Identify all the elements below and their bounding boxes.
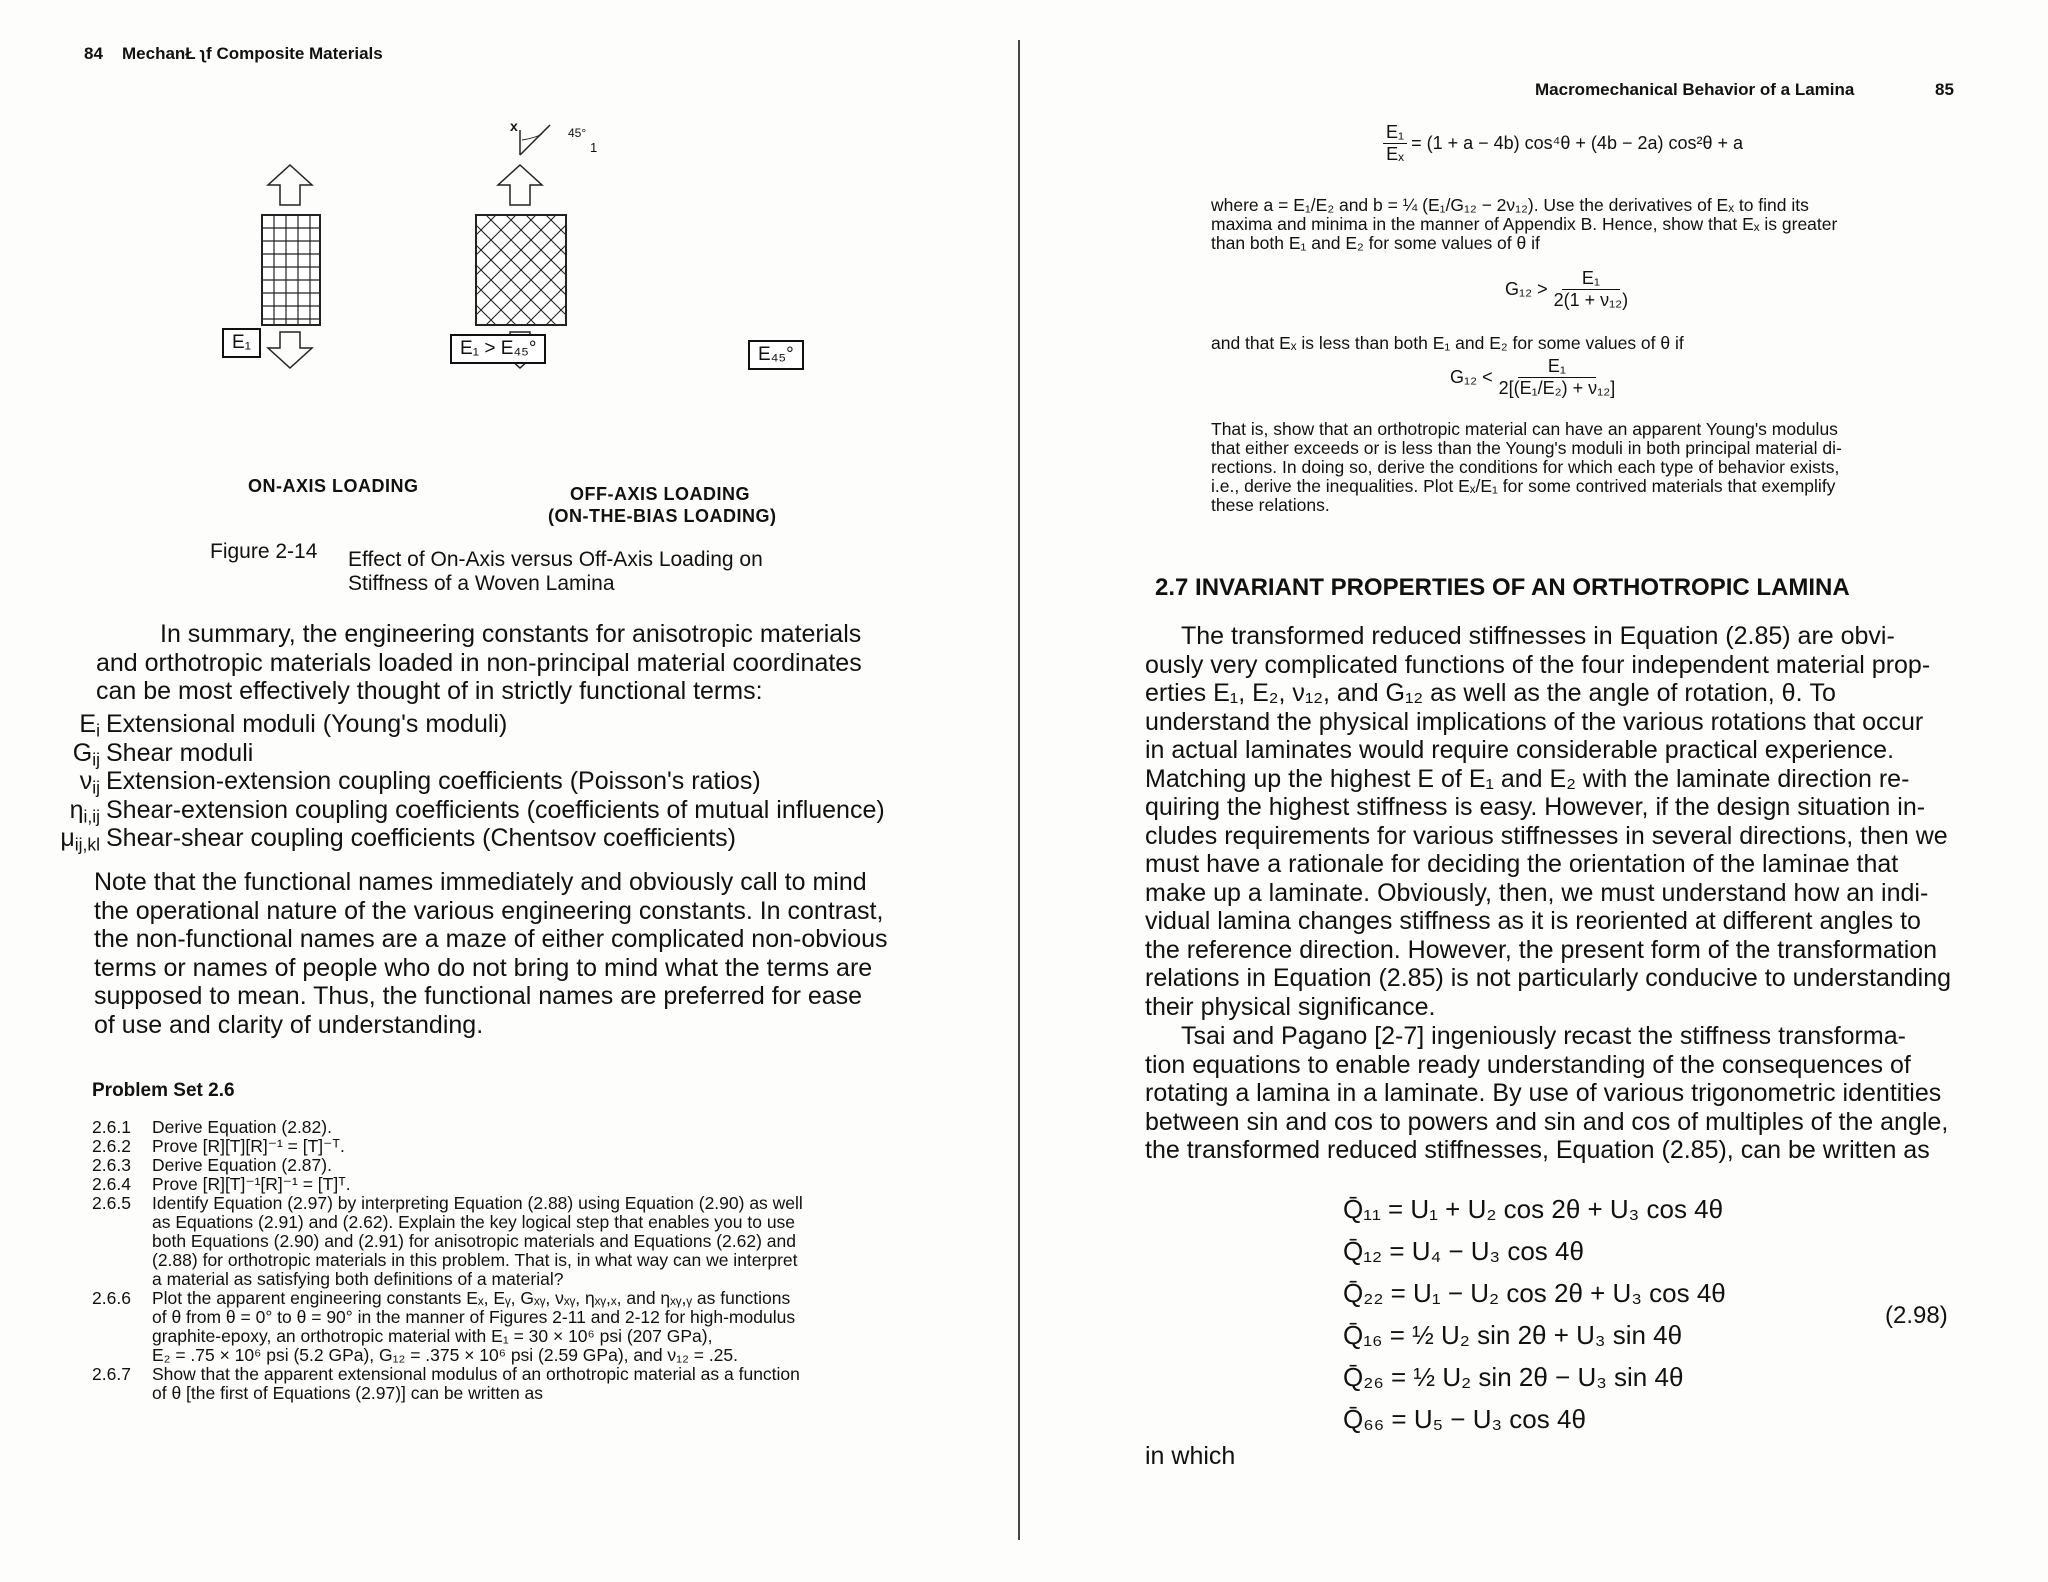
- label-e45: E₄₅°: [748, 340, 804, 370]
- angle-label: 45°: [568, 126, 587, 140]
- axis-1-label: 1: [590, 140, 598, 155]
- label-e1-gt-e45: E₁ > E₄₅°: [450, 334, 546, 364]
- running-header: MechanŁ ʅf Composite Materials: [122, 44, 383, 63]
- text-line: supposed to mean. Thus, the functional names are preferred for ease: [94, 982, 863, 1010]
- down-arrow-icon: [268, 332, 312, 368]
- condition-2: G₁₂ < $\frac{\text{E₁}}{\text{2[(E₁/E₂) + ν₁₂]}}$: [1450, 356, 1616, 398]
- up-arrow-icon: [498, 165, 542, 205]
- on-axis-specimen: [262, 215, 320, 325]
- paragraph-2: Tsai and Pagano [2-7] ingeniously recast the stiffness transforma- tion equations to enable ready understanding of the consequences of rotating a lamina in a laminate. By use of various trigonometric identities between sin and cos to powers and sin and cos of multiples of the angle, the transformed reduced stiffnesses, Equation (2.85), can be written as: [1145, 1022, 1949, 1164]
- text-line: terms or names of people who do not bring to mind what the terms are: [94, 953, 873, 982]
- left-page: [0, 0, 1015, 1582]
- axis-x-label: x: [510, 118, 518, 134]
- equation-line: Q̄₁₂ = U₄ − U₃ cos 4θ: [1343, 1236, 1584, 1266]
- equation-number: (2.98): [1885, 1302, 1948, 1329]
- text-line: and orthotropic materials loaded in non-principal material coordinates: [96, 648, 862, 677]
- section-heading: 2.7 INVARIANT PROPERTIES OF AN ORTHOTROPIC LAMINA: [1155, 574, 1850, 601]
- text-line: of use and clarity of understanding.: [94, 1010, 484, 1039]
- equation-line: Q̄₆₆ = U₅ − U₃ cos 4θ: [1343, 1404, 1586, 1434]
- on-the-bias-label: (ON-THE-BIAS LOADING): [548, 506, 777, 526]
- and-line: and that Eₓ is less than both E₁ and E₂ for some values of θ if: [1211, 333, 1684, 353]
- equation-line: Q̄₂₂ = U₁ − U₂ cos 2θ + U₃ cos 4θ: [1343, 1278, 1726, 1308]
- problem-item: 2.6.6 Plot the apparent engineering constants Eₓ, Eᵧ, Gₓᵧ, νₓᵧ, ηₓᵧ,ₓ, and ηₓᵧ,ᵧ as functions of θ from θ = 0° to θ = 90° in the manner of Figures 2-11 and 2-12 for high-modulus graphite-epoxy, an orthotropic material with E₁ = 30 × 10⁶ psi (207 GPa), E₂ = .75 × 10⁶ psi (5.2 GPa), G₁₂ = .375 × 10⁶ psi (2.59 GPa), and ν₁₂ = .25.: [92, 1288, 796, 1365]
- figure-2-14: [150, 110, 850, 480]
- off-axis-label: OFF-AXIS LOADING: [570, 484, 750, 504]
- equation-line: Q̄₁₆ = ½ U₂ sin 2θ + U₃ sin 4θ: [1343, 1320, 1683, 1350]
- text-line: Note that the functional names immediately and obviously call to mind: [94, 868, 867, 896]
- condition-1: G₁₂ > $\frac{\text{E₁}}{\text{2(1 + ν₁₂)}}$: [1505, 268, 1629, 310]
- ex-equation: $\frac{\text{E₁}}{\text{Eₓ}}$ = (1 + a − 4b) cos⁴θ + (4b − 2a) cos²θ + a: [1383, 122, 1743, 165]
- paragraph-1: The transformed reduced stiffnesses in Equation (2.85) are obvi- ously very complicated functions of the four independent material prop- erties E₁, E₂, ν₁₂, and G₁₂ as well as the angle of rotation, θ. To understand the physical implications of the various rotations that occur in actual laminates would require considerable practical experience. Matching up the highest E of E₁ and E₂ with the laminate direction re- quiring the highest stiffness is easy. However, if the design situation in- cludes requirements for various stiffnesses in several directions, then we must have a rationale for deciding the orientation of the laminae that make up a laminate. Obviously, then, we must understand how an indi- vidual lamina changes stiffness as it is reoriented at different angles to the reference direction. However, the present form of the transformation relations in Equation (2.85) is not particularly conducive to understanding their physical significance.: [1145, 622, 1952, 1021]
- equation-line: Q̄₁₁ = U₁ + U₂ cos 2θ + U₃ cos 4θ: [1343, 1194, 1724, 1224]
- up-arrow-icon: [268, 165, 312, 205]
- definition-item: $\mu_{ij,kl}$ Shear-shear coupling coefficients (Chentsov coefficients): [60, 824, 736, 855]
- summary-paragraph: [96, 620, 936, 706]
- text-line: can be most effectively thought of in strictly functional terms:: [96, 677, 763, 705]
- problem-item: 2.6.2 Prove [R][T][R]⁻¹ = [T]⁻ᵀ.: [92, 1136, 345, 1156]
- text-line: the operational nature of the various engineering constants. In contrast,: [94, 896, 884, 925]
- problem-list: [92, 1118, 932, 1403]
- problem-item: 2.6.4 Prove [R][T]⁻¹[R]⁻¹ = [T]ᵀ.: [92, 1174, 351, 1194]
- definition-item: $\nu_{ij}$ Extension-extension coupling coefficients (Poisson's ratios): [79, 767, 761, 798]
- page-number: 84: [84, 44, 103, 63]
- running-header: Macromechanical Behavior of a Lamina: [1535, 80, 1855, 99]
- page-number: 85: [1935, 80, 1954, 99]
- definition-item: $G_{ij}$ Shear moduli: [72, 738, 254, 769]
- where-paragraph: where a = E₁/E₂ and b = ¼ (E₁/G₁₂ − 2ν₁₂). Use the derivatives of Eₓ to find its maxima and minima in the manner of Appendix B. Hence, show that Eₓ is greater than both E₁ and E₂ for some values of θ if: [1211, 195, 1838, 253]
- figure-caption-2: Stiffness of a Woven Lamina: [348, 572, 615, 595]
- that-is-paragraph: That is, show that an orthotropic material can have an apparent Young's modulus that either exceeds or is less than the Young's moduli in both principal material di- rections. In doing so, derive the conditions for which each type of behavior exists, i.e., derive the inequalities. Plot Eₓ/E₁ for some contrived materials that exemplify these relations.: [1211, 419, 1842, 515]
- definition-item: $E_i$ Extensional moduli (Young's moduli): [79, 710, 508, 741]
- label-e1: E₁: [222, 328, 261, 358]
- on-axis-label: ON-AXIS LOADING: [248, 476, 419, 496]
- in-which-text: in which: [1145, 1442, 1236, 1470]
- text-line: In summary, the engineering constants for anisotropic materials: [160, 620, 862, 648]
- problem-item: 2.6.3 Derive Equation (2.87).: [92, 1155, 332, 1175]
- figure-number: Figure 2-14: [210, 540, 318, 563]
- problem-item: 2.6.1 Derive Equation (2.82).: [92, 1117, 332, 1137]
- text-line: the non-functional names are a maze of either complicated non-obvious: [94, 925, 888, 953]
- definition-item: $\eta_{i,ij}$ Shear-extension coupling coefficients (coefficients of mutual influence): [69, 795, 885, 826]
- note-paragraph: [94, 868, 974, 1039]
- problem-item: 2.6.7 Show that the apparent extensional modulus of an orthotropic material as a function of θ [the first of Equations (2.97)] can be written as: [92, 1364, 800, 1403]
- equation-line: Q̄₂₆ = ½ U₂ sin 2θ − U₃ sin 4θ: [1343, 1362, 1684, 1392]
- equation-block-2-98: [1343, 1188, 1726, 1440]
- problem-set-title: Problem Set 2.6: [92, 1080, 235, 1101]
- definitions-list: [44, 710, 964, 853]
- right-page: [1015, 0, 2048, 1582]
- figure-caption-1: Effect of On-Axis versus Off-Axis Loading on: [348, 548, 763, 571]
- problem-item: 2.6.5 Identify Equation (2.97) by interpreting Equation (2.88) using Equation (2.90) as well as Equations (2.91) and (2.62). Explain the key logical step that enables you to use both Equations (2.90) and (2.91) for anisotropic materials and Equations (2.62) and (2.88) for orthotropic materials in this problem. That is, in what way can we interpret a material as satisfying both definitions of a material?: [92, 1193, 803, 1289]
